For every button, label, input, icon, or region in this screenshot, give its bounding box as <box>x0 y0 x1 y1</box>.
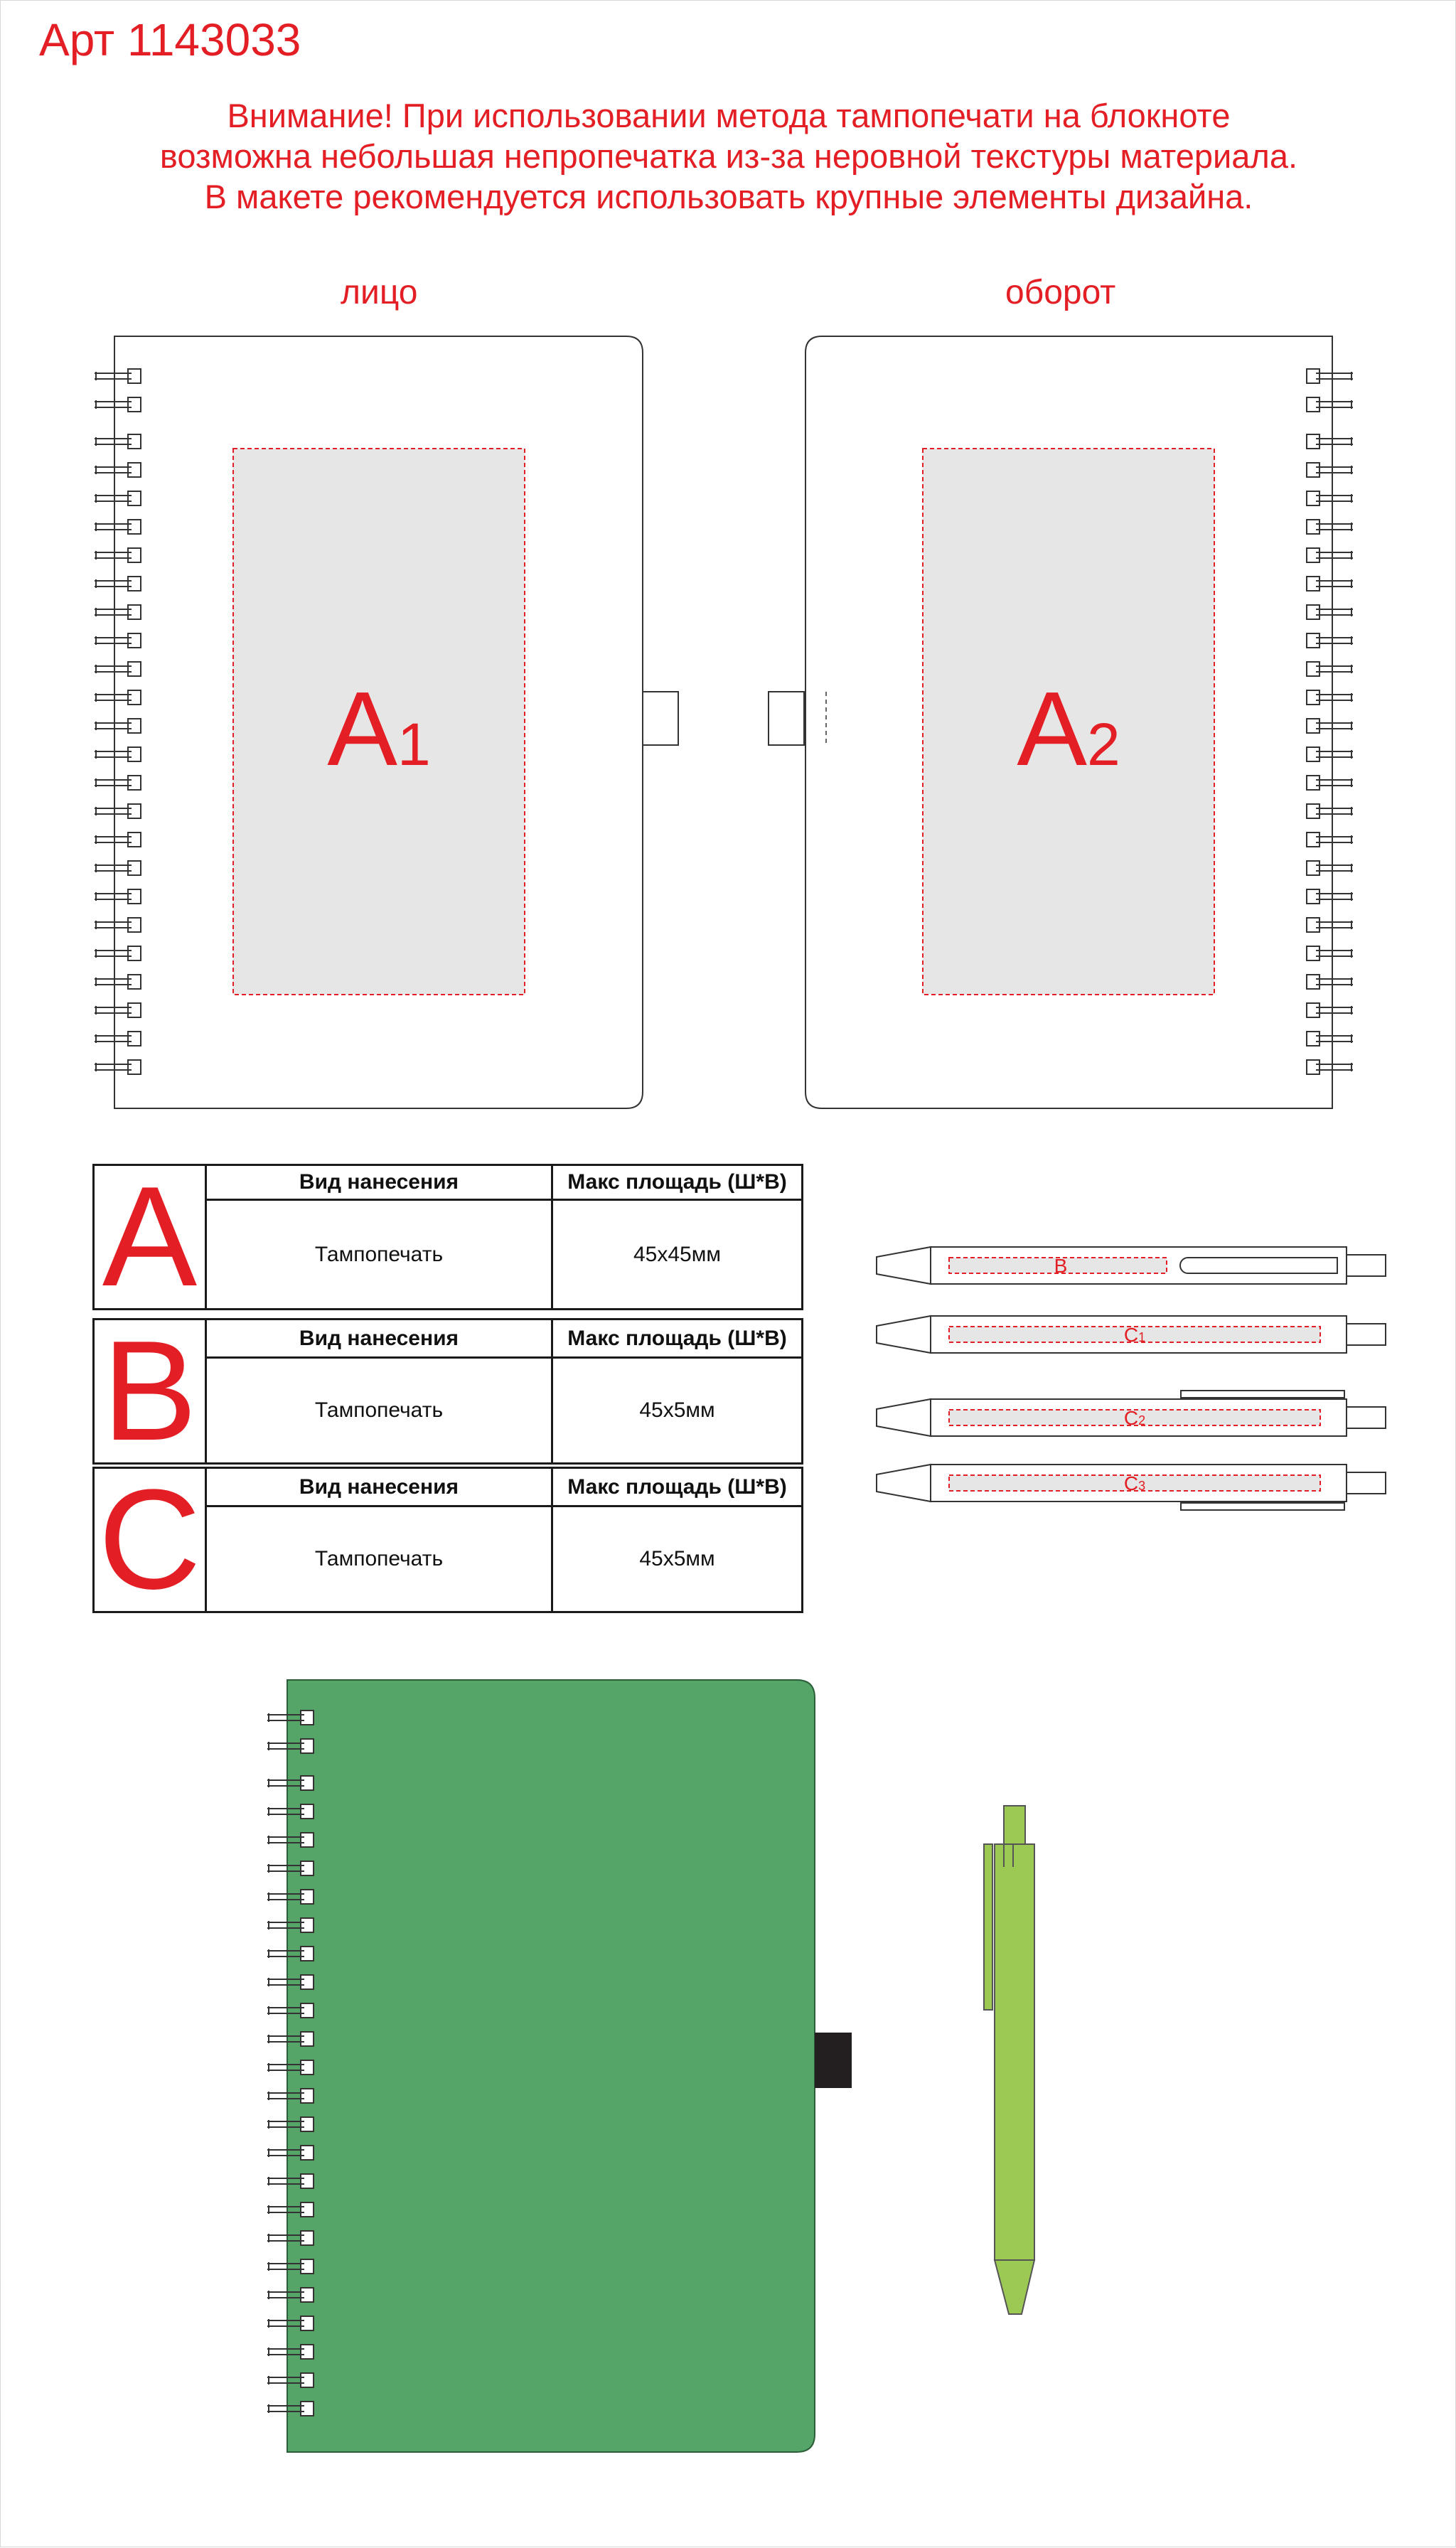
pen-outlines <box>877 1247 1386 1510</box>
header-max-area: Макс площадь (Ш*В) <box>552 1468 803 1506</box>
zone-label-a2: A2 <box>1017 670 1120 788</box>
pen-outline <box>877 1465 1386 1510</box>
zone-label-a1: A1 <box>327 670 431 788</box>
pen-clip <box>1181 1503 1344 1510</box>
warning-line-2: возможна небольшая непропечатка из-за неровной текстуры материала. <box>159 137 1298 175</box>
pen-zone-label: C1 <box>1123 1324 1146 1346</box>
size-value: 45x5мм <box>552 1358 803 1464</box>
table-letter-b: B <box>94 1320 206 1464</box>
notebook-front <box>95 336 678 1108</box>
method-value: Тампопечать <box>206 1358 552 1464</box>
size-value: 45x45мм <box>552 1200 803 1310</box>
pen-clip <box>984 1844 992 2010</box>
header-method: Вид нанесения <box>206 1468 552 1506</box>
warning-line-1: Внимание! При использовании метода тампопечати на блокноте <box>227 97 1231 134</box>
pen-zone-label: B <box>1054 1255 1068 1277</box>
pen-outline <box>877 1391 1386 1436</box>
notebook-green <box>267 1680 852 2452</box>
header-max-area: Макс площадь (Ш*В) <box>552 1165 803 1200</box>
notebook-back <box>769 336 1353 1108</box>
pen-green <box>984 1806 1034 2314</box>
pen-zone-label: C2 <box>1123 1407 1146 1429</box>
spec-table-b <box>92 1312 803 1470</box>
header-method: Вид нанесения <box>206 1165 552 1200</box>
back-view-label: оборот <box>1005 274 1116 311</box>
article-number: Арт 1143033 <box>39 14 301 65</box>
size-value: 45x5мм <box>552 1506 803 1612</box>
pen-outline <box>877 1316 1386 1353</box>
elastic-band <box>815 2033 852 2088</box>
pen-zone-label: C3 <box>1123 1472 1146 1494</box>
pen-clip <box>1180 1258 1337 1273</box>
header-method: Вид нанесения <box>206 1320 552 1358</box>
pen-outline <box>877 1247 1386 1284</box>
method-value: Тампопечать <box>206 1506 552 1612</box>
front-view-label: лицо <box>341 274 418 311</box>
spec-table-a <box>92 1157 803 1316</box>
warning-line-3: В макете рекомендуется использовать крупные элементы дизайна. <box>204 178 1253 215</box>
header-max-area: Макс площадь (Ш*В) <box>552 1320 803 1358</box>
table-letter-c: C <box>94 1468 206 1612</box>
spec-table-c <box>92 1460 803 1619</box>
table-letter-a: A <box>94 1165 206 1310</box>
method-value: Тампопечать <box>206 1200 552 1310</box>
pen-clip <box>1181 1391 1344 1398</box>
